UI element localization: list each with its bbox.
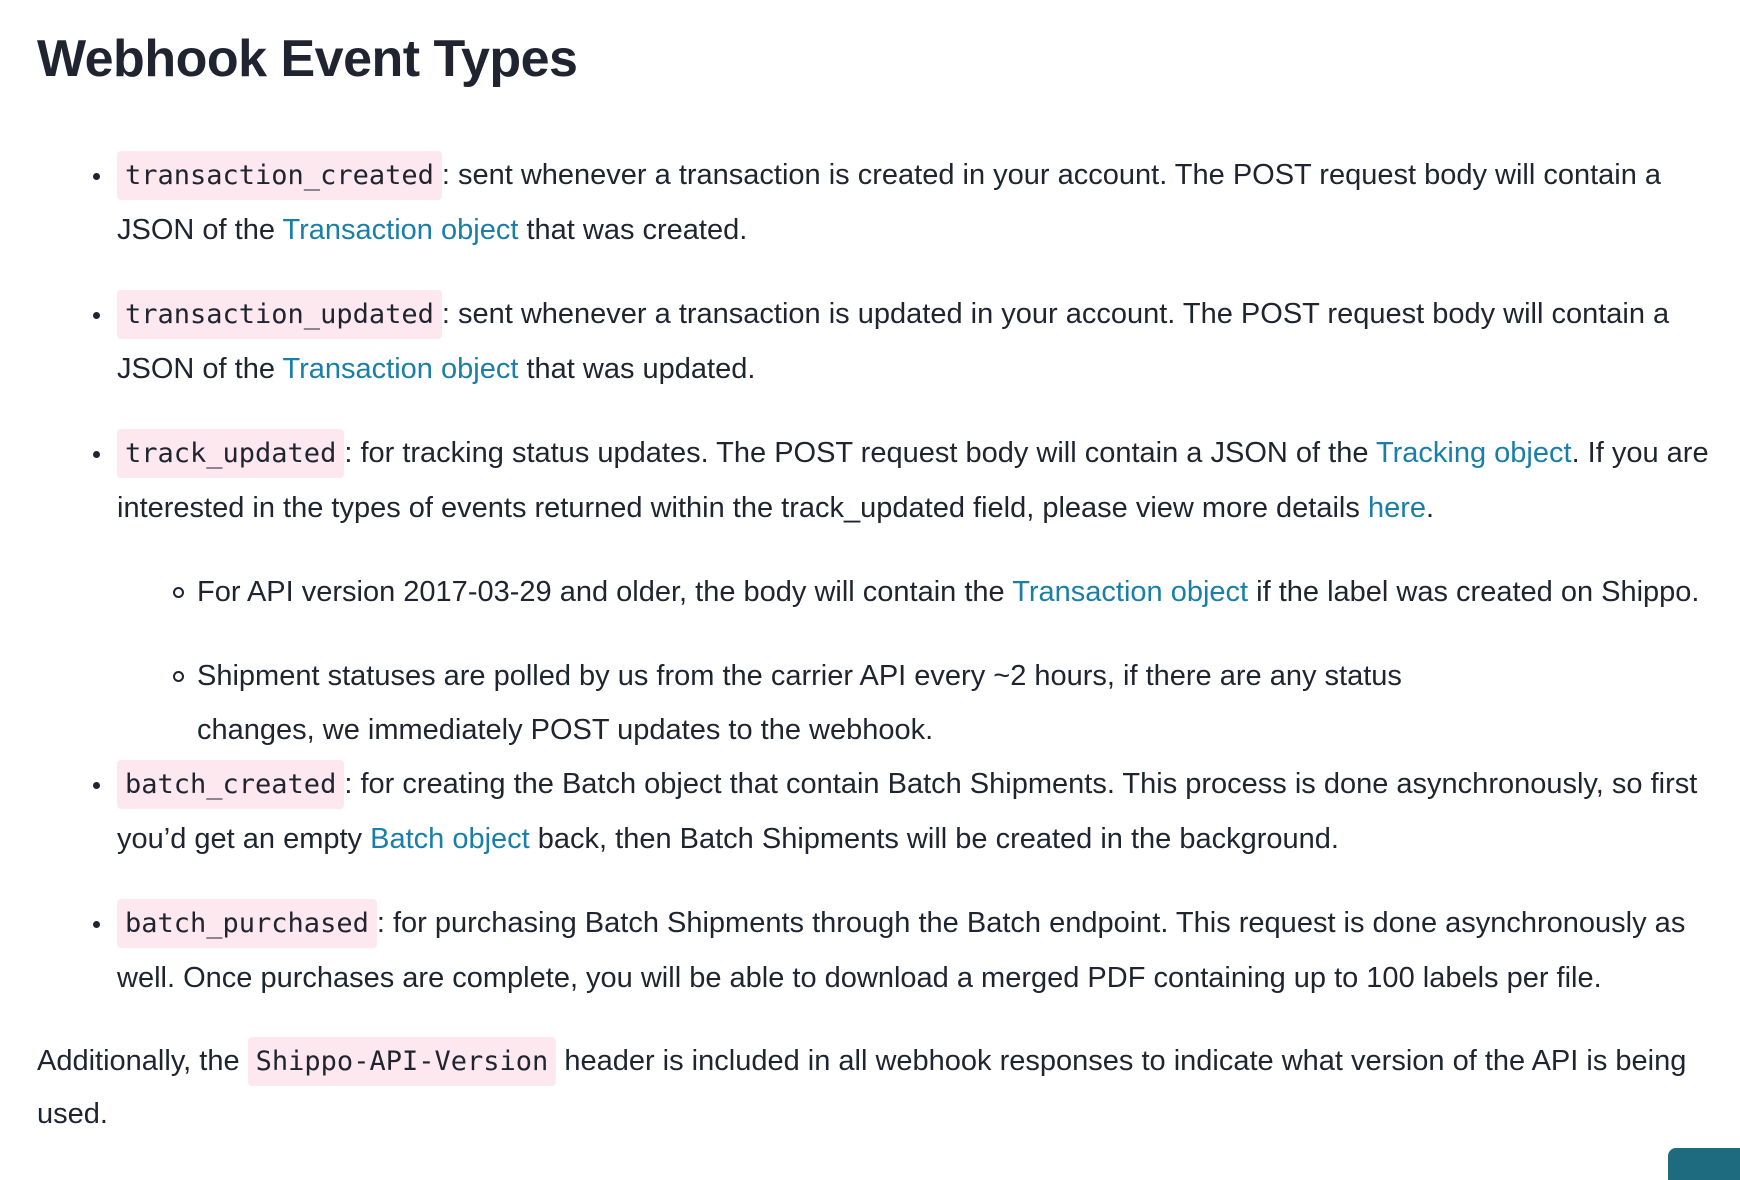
list-item-batch-purchased [37,896,1737,1005]
list-item-track-updated [37,426,1737,757]
sublist-item-polling [117,649,1727,757]
transaction-object-link[interactable]: Transaction object [282,353,519,385]
event-description: : for tracking status updates. The POST request body will contain a JSON of the [344,437,1376,469]
event-description-end: back, then Batch Shipments will be created in the background. [529,823,1339,855]
event-description-end: that was created. [518,214,748,246]
transaction-object-link[interactable]: Transaction object [282,214,519,246]
note-text-end: header is included in all webhook responses to indicate what version of the API is being used. [37,1045,1687,1130]
here-link[interactable]: here [1367,492,1426,524]
sublist-item-api-version [117,565,1727,619]
code-batch-purchased: batch_purchased [117,899,377,948]
page-title: Webhook Event Types [37,30,578,88]
track-updated-sublist [117,565,1727,757]
additional-note [37,1035,1737,1140]
tracking-object-link[interactable]: Tracking object [1375,437,1572,469]
sub-description-end: if the label was created on Shippo. [1248,576,1700,608]
sub-description: For API version 2017-03-29 and older, the body will contain the [197,576,1013,608]
list-item-batch-created [37,757,1737,866]
event-description-end: that was updated. [518,353,756,385]
event-description: : for purchasing Batch Shipments through the Batch endpoint. This request is done asynchronously as well. Once purchases are complete, you will be able to download a merged PDF containing up to 100 labels per file. [117,907,1686,994]
transaction-object-link[interactable]: Transaction object [1012,576,1249,608]
code-transaction-created: transaction_created [117,151,442,200]
code-batch-created: batch_created [117,760,344,809]
note-text: Additionally, the [37,1045,248,1077]
code-track-updated: track_updated [117,429,344,478]
event-description: : sent whenever a transaction is updated in your account. The POST request body will contain a JSON of the [117,298,1670,385]
event-description-middle: . If you are interested in the types of events returned within the track_updated field, please view more details [117,437,1709,524]
list-item-transaction-created [37,148,1737,257]
code-transaction-updated: transaction_updated [117,290,442,339]
floating-action-button[interactable] [1668,1148,1740,1180]
event-list [37,148,1737,1005]
event-description-end: . [1425,492,1435,524]
docs-content [37,0,1737,1140]
batch-object-link[interactable]: Batch object [370,823,530,855]
code-shippo-api-version: Shippo-API-Version [248,1037,557,1086]
event-description: : for creating the Batch object that contain Batch Shipments. This process is done asynchronously, so first you’d get an empty [117,768,1698,855]
list-item-transaction-updated [37,287,1737,396]
event-description: : sent whenever a transaction is created in your account. The POST request body will contain a JSON of the [117,159,1662,246]
sub-description: Shipment statuses are polled by us from the carrier API every ~2 hours, if there are any status changes, we immediately POST updates to the webhook. [197,660,1402,746]
